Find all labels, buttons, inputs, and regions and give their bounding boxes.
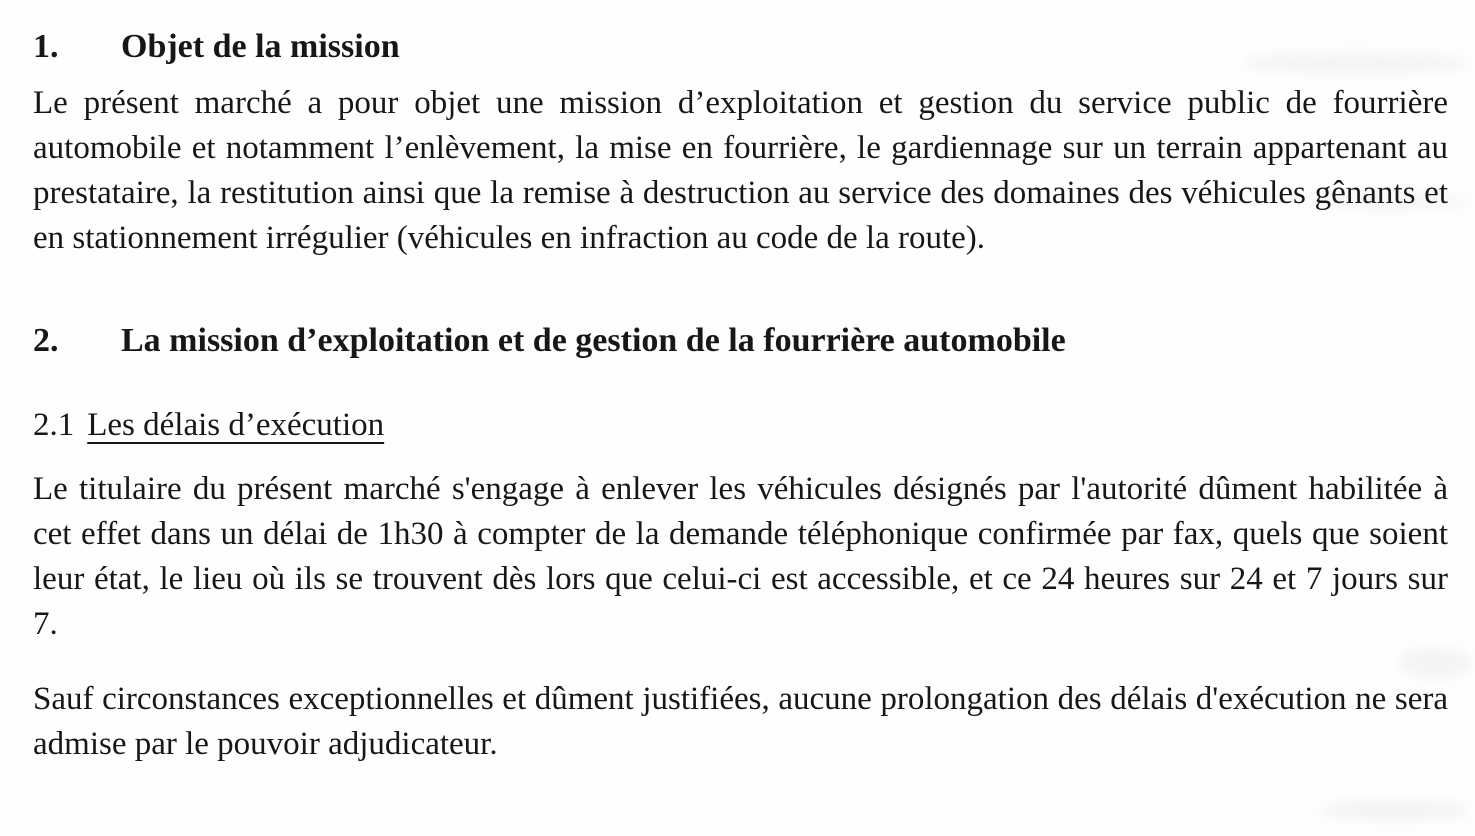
section-1-number: 1. [33, 28, 59, 65]
section-2-heading [33, 318, 1448, 363]
scan-artifact [1398, 648, 1473, 678]
paragraph-no-extension: Sauf circonstances exceptionnelles et dûment justifiées, aucune prolongation des délais d'exécution ne sera admise par le pouvoir adjudicateur. [33, 681, 1448, 762]
section-2-number: 2. [33, 322, 59, 359]
paragraph-execution-delays: Le titulaire du présent marché s'engage à enlever les véhicules désignés par l'autorité dûment habilitée à cet effet dans un délai de 1h30 à compter de la demande téléphonique confirmée par fax, quels que soient leur état, le lieu où ils se trouvent dès lors que celui-ci est accessible, et ce 24 heures sur 24 et 7 jours sur 7. [33, 471, 1448, 642]
scan-artifact [1320, 800, 1470, 820]
section-1-title: Objet de la mission [121, 28, 400, 65]
subsection-2-1-number: 2.1 [33, 407, 75, 443]
subsection-2-1-title: Les délais d’exécution [87, 407, 385, 443]
section-2-title: La mission d’exploitation et de gestion de la fourrière automobile [121, 322, 1066, 359]
subsection-2-1-heading [33, 403, 1448, 448]
paragraph-object-of-mission: Le présent marché a pour objet une mission d’exploitation et gestion du service public de fourrière automobile et notamment l’enlèvement, la mise en fourrière, le gardiennage sur un terrain appartenant au prestataire, la restitution ainsi que la remise à destruction au service des domaines des véhicules gênants et en stationnement irrégulier (véhicules en infraction au code de la route). [33, 85, 1448, 256]
section-1-heading [33, 24, 1448, 69]
